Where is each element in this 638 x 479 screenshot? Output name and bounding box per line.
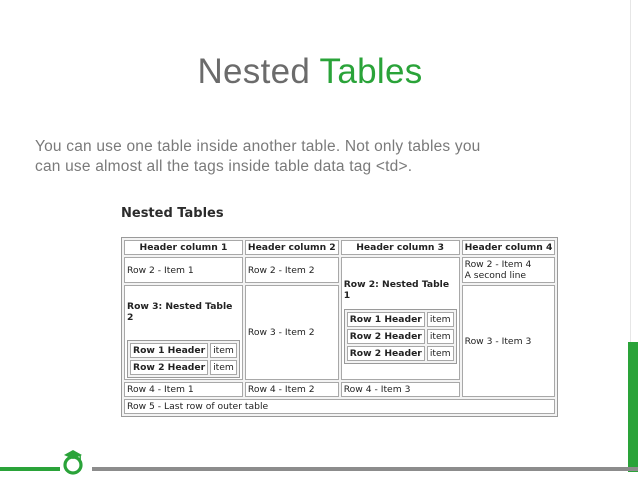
- nested2-row1-item: item: [210, 343, 237, 358]
- row2-item2: Row 2 - Item 2: [245, 257, 339, 283]
- row5-last-row: Row 5 - Last row of outer table: [124, 399, 555, 414]
- row4-item1: Row 4 - Item 1: [124, 382, 243, 397]
- row2-item4-line2: A second line: [464, 270, 527, 281]
- table-row: [124, 285, 555, 380]
- row2-nested-cell: [341, 257, 460, 380]
- row3-item2: Row 3 - Item 2: [245, 285, 339, 380]
- header-column-1: Header column 1: [124, 240, 243, 255]
- nested1-row2-header: Row 2 Header: [347, 329, 425, 344]
- row2-item4: [462, 257, 556, 283]
- nested-table-1: [344, 309, 457, 364]
- table-row: [347, 329, 454, 344]
- nested2-row2-item: item: [210, 360, 237, 375]
- slide-title-main: Nested: [197, 52, 320, 91]
- graduate-cap-logo-icon: [60, 448, 86, 476]
- table-row: [124, 399, 555, 414]
- right-edge-line: [630, 0, 631, 342]
- nested2-row2-header: Row 2 Header: [130, 360, 208, 375]
- nested1-row3-header: Row 2 Header: [347, 346, 425, 361]
- header-column-2: Header column 2: [245, 240, 339, 255]
- row2-item4-line1: Row 2 - Item 4: [464, 259, 532, 270]
- table-row: [347, 312, 454, 327]
- nested-table-2-label: Row 3: Nested Table 2: [127, 301, 233, 323]
- slide-title-accent: Tables: [319, 52, 423, 91]
- nested1-row3-item: item: [427, 346, 454, 361]
- slide-body: [35, 137, 605, 177]
- table-row: [130, 343, 237, 358]
- slide-body-line-2: can use almost all the tags inside table data tag <td>.: [35, 158, 413, 175]
- footer-gray-bar: [92, 467, 638, 471]
- nested-table-1-label: Row 2: Nested Table 1: [343, 279, 450, 301]
- nested1-row1-item: item: [427, 312, 454, 327]
- footer-green-bar: [0, 467, 60, 471]
- screenshot-heading: Nested Tables: [121, 206, 224, 221]
- table-row: [124, 257, 555, 283]
- table-row: [347, 346, 454, 361]
- row4-item2: Row 4 - Item 2: [245, 382, 339, 397]
- nested1-row1-header: Row 1 Header: [347, 312, 425, 327]
- nested-table-2: [127, 340, 240, 378]
- slide-title: [0, 52, 620, 92]
- outer-table: [121, 237, 558, 417]
- header-column-3: Header column 3: [341, 240, 460, 255]
- nested1-row2-item: item: [427, 329, 454, 344]
- table-header-row: [124, 240, 555, 255]
- row3-item3: Row 3 - Item 3: [462, 285, 556, 397]
- nested2-row1-header: Row 1 Header: [130, 343, 208, 358]
- header-column-4: Header column 4: [462, 240, 556, 255]
- row3-nested-cell: [124, 285, 243, 380]
- row4-item3: Row 4 - Item 3: [341, 382, 460, 397]
- right-accent-stripe: [628, 342, 638, 472]
- row2-item1: Row 2 - Item 1: [124, 257, 243, 283]
- table-row: [130, 360, 237, 375]
- slide-body-line-1: You can use one table inside another table. Not only tables you: [35, 138, 481, 155]
